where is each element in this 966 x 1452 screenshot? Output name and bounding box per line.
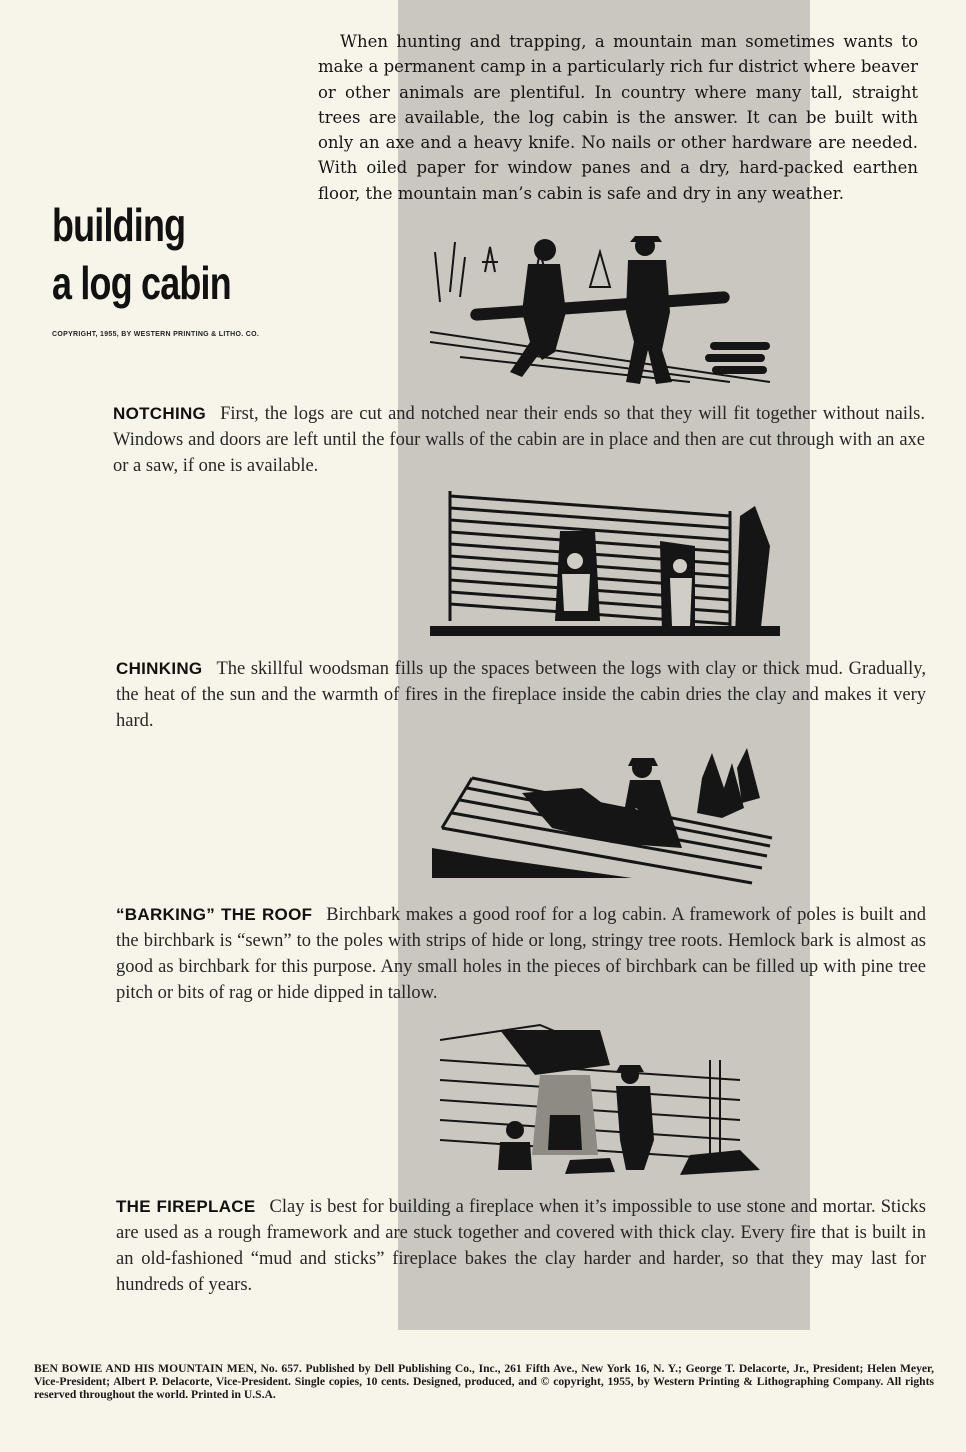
intro-paragraph: When hunting and trapping, a mountain man sometimes wants to make a permanent camp in a particularly rich fur district where beaver or other animals are plentiful. In country where many tall, straight trees are available, the log cabin is the answer. It can be built with only an axe and a heavy knife. No nails or other hardware are needed. With oiled paper for window panes and a dry, hard-packed earthen floor, the mountain man’s cabin is safe and dry in any weather.: [318, 32, 918, 203]
illustration-fireplace: [440, 1020, 780, 1180]
section-heading: NOTCHING: [113, 404, 207, 423]
section-chinking: [116, 656, 926, 734]
title-line-1: building: [52, 199, 186, 251]
title-line-2: a log cabin: [52, 257, 231, 309]
illustration-carrying-log: [430, 232, 780, 392]
section-barking-roof: [116, 902, 926, 1006]
page-title: [52, 196, 231, 312]
section-heading: THE FIREPLACE: [116, 1197, 256, 1216]
copyright-notice: COPYRIGHT, 1955, BY WESTERN PRINTING & LITHO. CO.: [52, 331, 260, 338]
illustration-cabin-walls: [430, 486, 780, 646]
publication-footer: BEN BOWIE AND HIS MOUNTAIN MEN, No. 657. Published by Dell Publishing Co., Inc., 261 Fifth Ave., New York 16, N. Y.; George T. Delacorte, Jr., President; Helen Meyer, Vice-President; Albert P. Delacorte, Vice-President. Single copies, 10 cents. Designed, produced, and © copyright, 1955, by Western Printing & Lithographing Company. All rights reserved throughout the world. Printed in U.S.A.: [34, 1362, 934, 1401]
section-text: Birchbark makes a good roof for a log cabin. A framework of poles is built and the birchbark is “sewn” to the poles with strips of hide or long, stringy tree roots. Hemlock bark is almost as good as birchbark for this purpose. Any small holes in the pieces of birchbark can be filled up with pine tree pitch or bits of rag or hide dipped in tallow.: [116, 905, 926, 1003]
section-text: First, the logs are cut and notched near their ends so that they will fit together without nails. Windows and doors are left until the four walls of the cabin are in place and then are cut through with an axe or a saw, if one is available.: [113, 404, 925, 476]
section-text: Clay is best for building a fireplace when it’s impossible to use stone and mortar. Sticks are used as a rough framework and are stuck together and covered with thick clay. Every fire that is built in an old-fashioned “mud and sticks” fireplace bakes the clay harder and harder, so that they may last for hundreds of years.: [116, 1197, 926, 1295]
section-heading: CHINKING: [116, 659, 203, 678]
section-fireplace: [116, 1194, 926, 1298]
section-text: The skillful woodsman fills up the spaces between the logs with clay or thick mud. Gradually, the heat of the sun and the warmth of fires in the fireplace inside the cabin dries the clay and makes it very hard.: [116, 659, 926, 731]
illustration-barking-roof: [432, 748, 782, 888]
section-notching: [113, 401, 925, 479]
section-heading: “BARKING” THE ROOF: [116, 905, 313, 924]
